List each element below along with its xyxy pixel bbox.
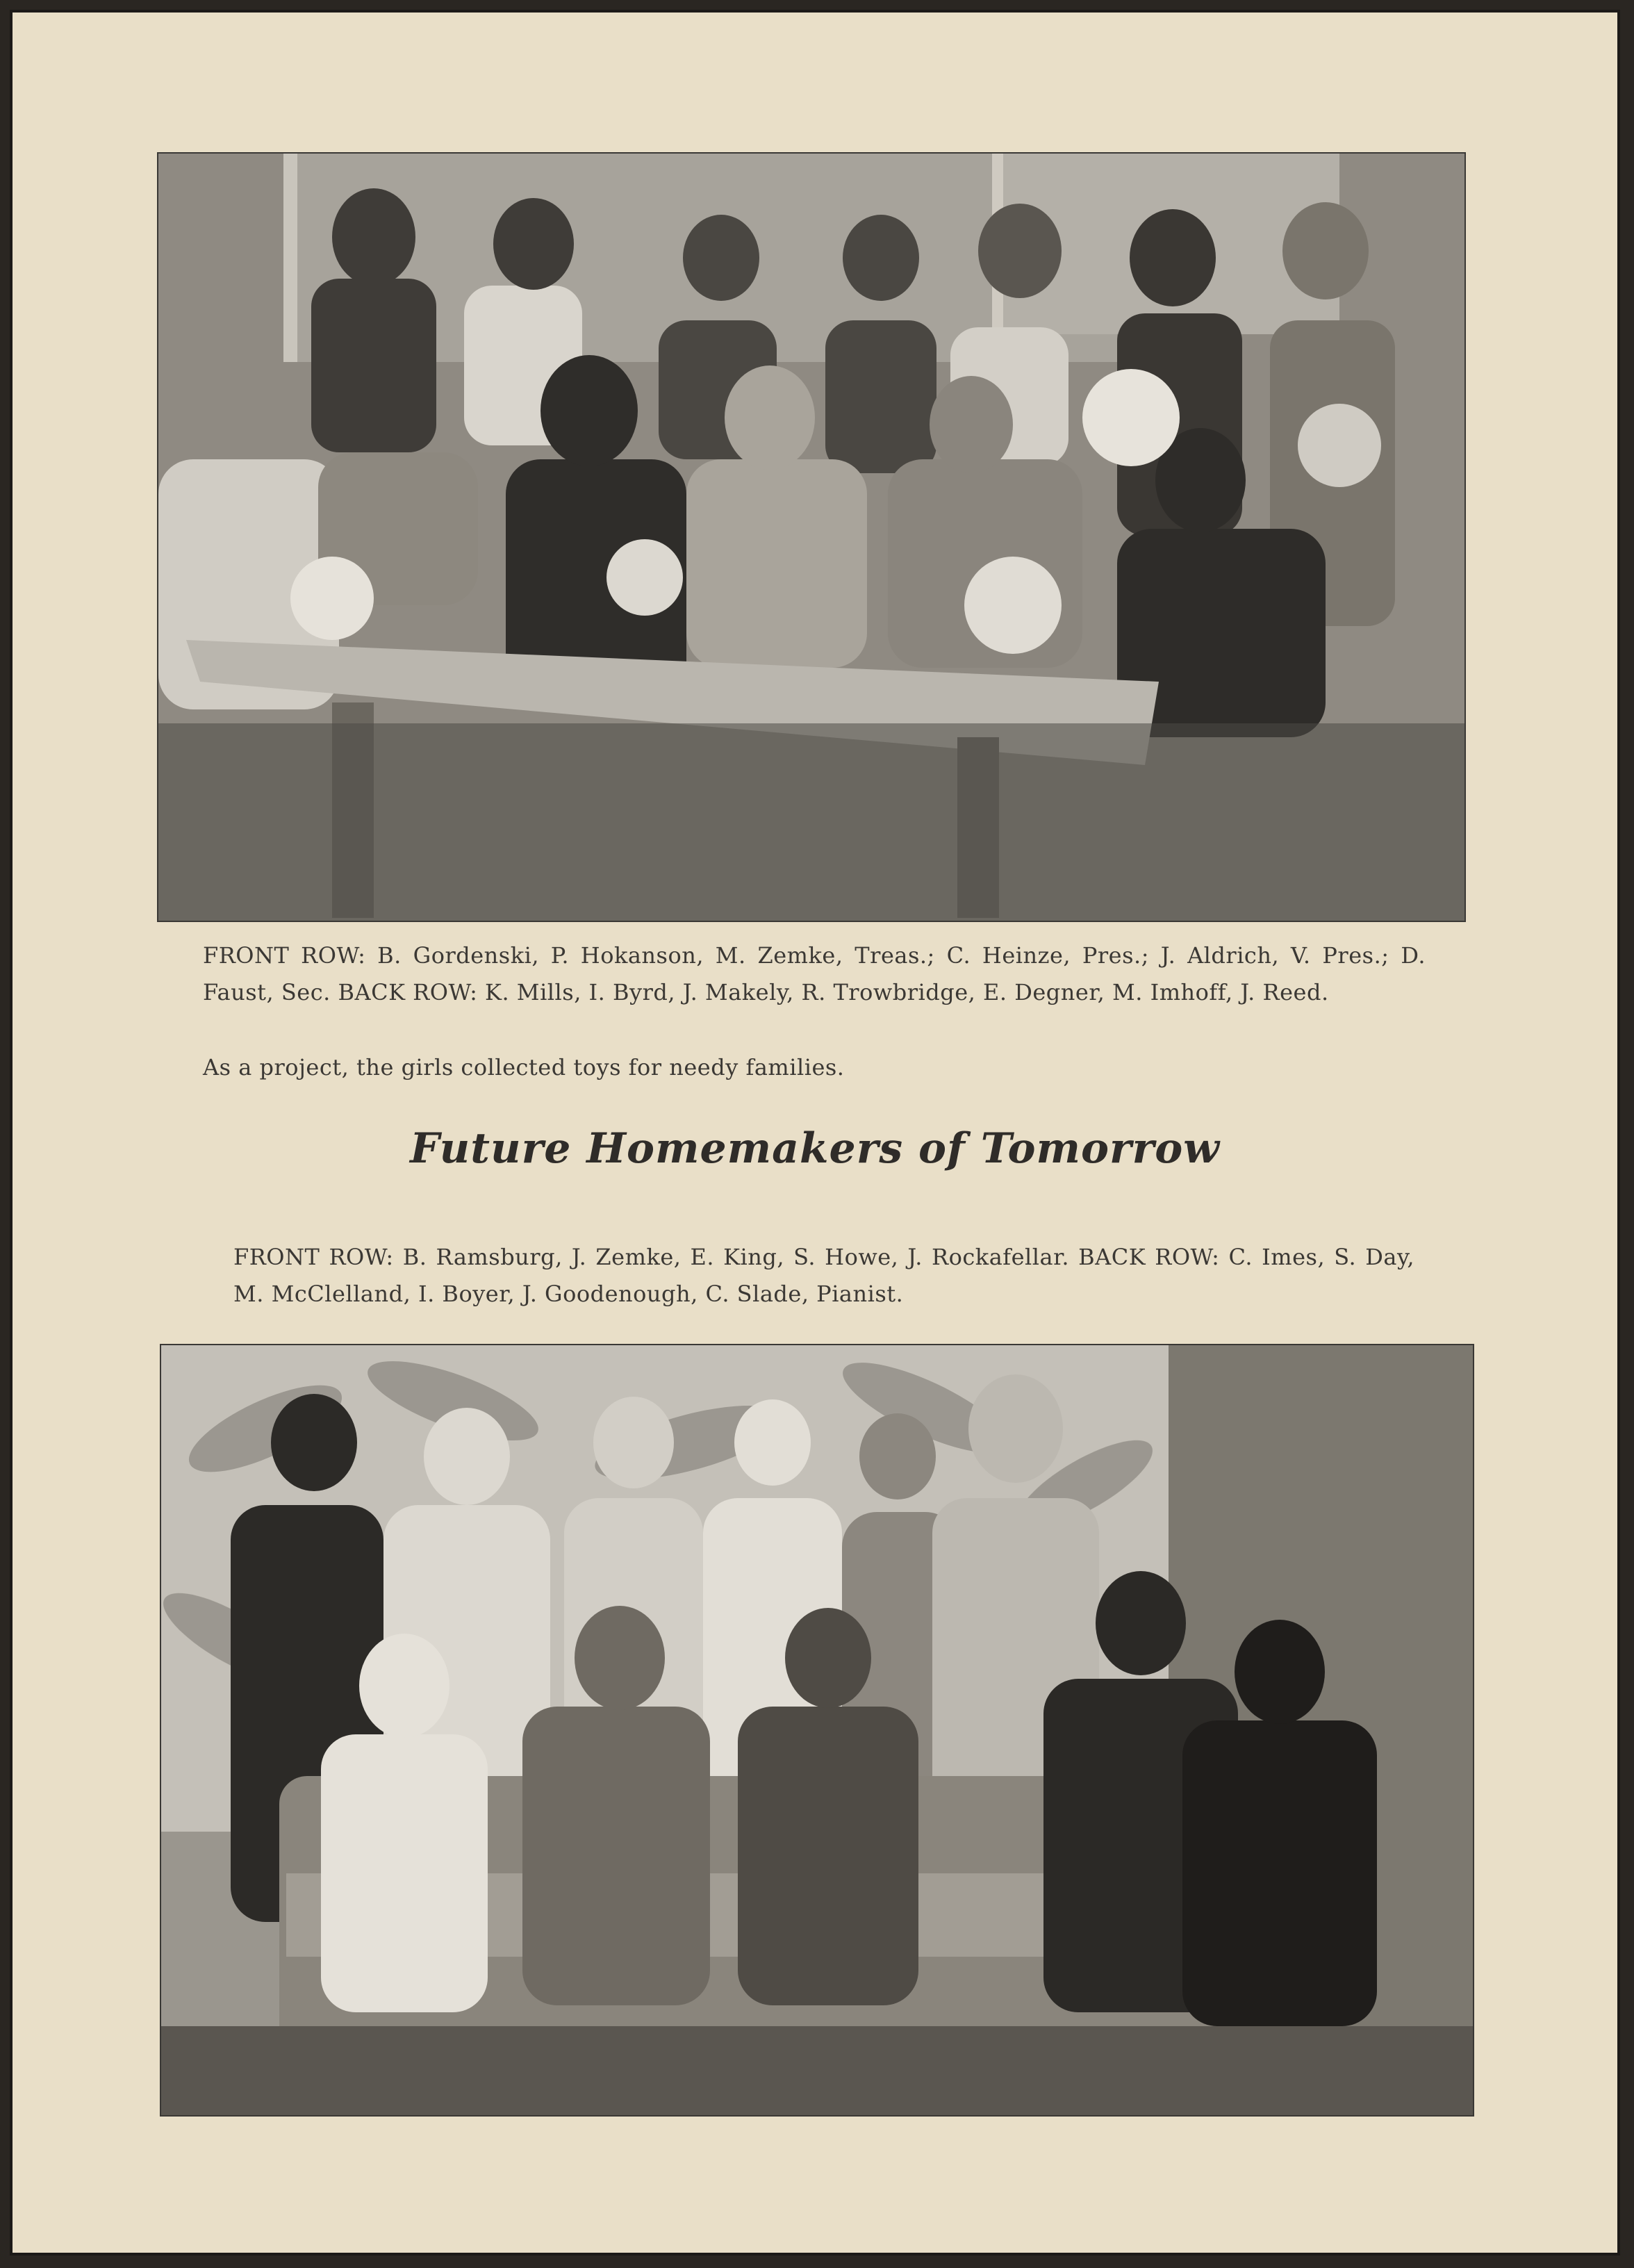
club2-roster-caption: FRONT ROW: B. Ramsburg, J. Zemke, E. King, S. Howe, J. Rockafellar. BACK ROW: C. Imes, S. Day, M. McClelland, I. Boyer, J. Goodenough, C. Slade, Pianist.: [233, 1244, 1414, 1307]
section-title: Future Homemakers of Tomorrow: [410, 1124, 1220, 1173]
club-photo-top-image: [158, 154, 1464, 921]
club-photo-bottom-image: [161, 1345, 1473, 2115]
club-photo-top: [157, 152, 1466, 922]
club1-roster-caption: FRONT ROW: B. Gordenski, P. Hokanson, M. Zemke, Treas.; C. Heinze, Pres.; J. Aldrich, V. Pres.; D. Faust, Sec. BACK ROW: K. Mills, I. Byrd, J. Makely, R. Trowbridge, E. Degner, M. Imhoff, J. Reed.: [203, 942, 1426, 1005]
club-photo-bottom: [160, 1344, 1474, 2117]
club1-project-note: As a project, the girls collected toys for needy families.: [203, 1054, 845, 1080]
yearbook-page: [10, 10, 1620, 2255]
